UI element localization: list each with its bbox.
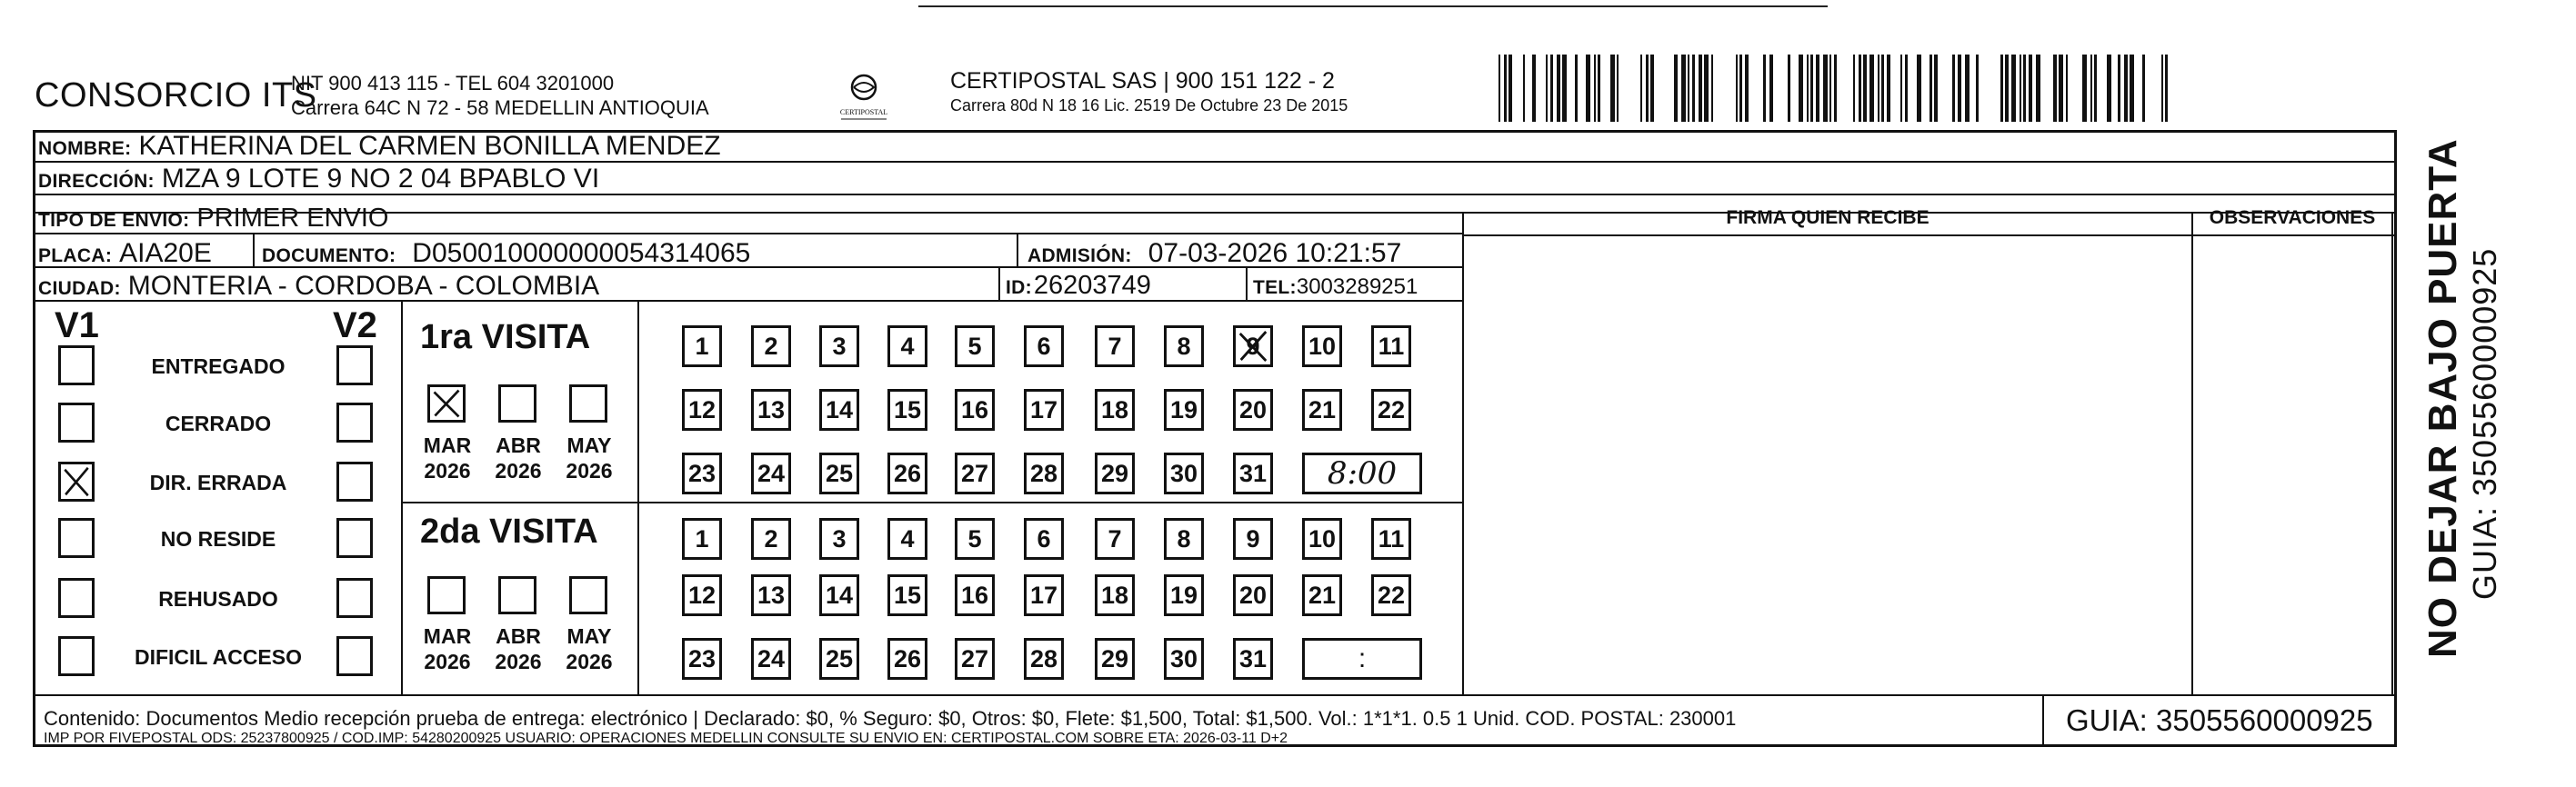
- company-address: Carrera 64C N 72 - 58 MEDELLIN ANTIOQUIA: [291, 96, 709, 119]
- nombre-row: NOMBRE: KATHERINA DEL CARMEN BONILLA MENDEZ: [38, 131, 721, 161]
- v2-checkbox[interactable]: [336, 403, 373, 443]
- tel-value: 3003289251: [1296, 274, 1418, 299]
- month-label: MAY 2026: [566, 624, 613, 673]
- month-label: ABR 2026: [495, 624, 542, 673]
- day-box[interactable]: 6: [1024, 325, 1064, 367]
- day-box[interactable]: 23: [682, 638, 722, 680]
- day-box[interactable]: 21: [1302, 389, 1342, 431]
- status-label: CERRADO: [165, 412, 272, 435]
- divider: [2191, 212, 2193, 694]
- day-box[interactable]: 21: [1302, 574, 1342, 616]
- day-box[interactable]: 16: [955, 389, 995, 431]
- v1-checkbox[interactable]: [58, 518, 95, 558]
- month-checkbox[interactable]: [569, 384, 607, 423]
- v2-checkbox[interactable]: [336, 578, 373, 618]
- day-box[interactable]: 11: [1371, 325, 1411, 367]
- day-box[interactable]: 28: [1024, 453, 1064, 494]
- company-name: CONSORCIO ITS: [35, 76, 317, 115]
- v1-checkbox[interactable]: [58, 462, 95, 502]
- day-box[interactable]: 26: [887, 453, 927, 494]
- side-guia: GUIA: 3505560000925: [2466, 247, 2503, 600]
- logo-text: CERTIPOSTAL: [839, 108, 888, 116]
- day-box[interactable]: 24: [751, 638, 791, 680]
- v2-checkbox[interactable]: [336, 636, 373, 676]
- month-label: MAY 2026: [566, 433, 613, 483]
- day-box[interactable]: 2: [751, 325, 791, 367]
- day-box[interactable]: 5: [955, 518, 995, 560]
- day-box[interactable]: 17: [1024, 574, 1064, 616]
- visit2-title: 2da VISITA: [420, 513, 598, 551]
- divider: [1462, 212, 1464, 694]
- status-label: REHUSADO: [158, 587, 278, 611]
- time-box[interactable]: :: [1302, 638, 1422, 680]
- day-box[interactable]: 25: [819, 453, 859, 494]
- v1-checkbox[interactable]: [58, 403, 95, 443]
- placa-value: AIA20E: [119, 238, 212, 268]
- day-box[interactable]: 24: [751, 453, 791, 494]
- observaciones-header: OBSERVACIONES: [2209, 207, 2376, 228]
- day-box[interactable]: 5: [955, 325, 995, 367]
- divider: [637, 300, 639, 694]
- footer-content: Contenido: Documentos Medio recepción prueba de entrega: electrónico | Declarado: $0, % Seguro: $0, Otros: $0, Flete: $1,500, Total: $1,500. Vol.: 1*1*1. 0.5 1 Unid. COD. POSTAL: 230001: [44, 707, 1737, 730]
- ciudad-value: MONTERIA - CORDOBA - COLOMBIA: [127, 271, 600, 301]
- nombre-value: KATHERINA DEL CARMEN BONILLA MENDEZ: [138, 131, 721, 161]
- month-checkbox[interactable]: [498, 384, 536, 423]
- status-label: DIFICIL ACCESO: [134, 645, 302, 669]
- placa-row: PLACA: AIA20E: [38, 238, 212, 268]
- day-box[interactable]: 1: [682, 325, 722, 367]
- firma-header: FIRMA QUIEN RECIBE: [1726, 207, 1929, 228]
- day-box[interactable]: 29: [1095, 453, 1135, 494]
- day-box[interactable]: 30: [1164, 453, 1204, 494]
- certipostal-name: CERTIPOSTAL SAS | 900 151 122 - 2: [950, 68, 1335, 94]
- day-box[interactable]: 13: [751, 574, 791, 616]
- day-box[interactable]: 26: [887, 638, 927, 680]
- v1-checkbox[interactable]: [58, 345, 95, 385]
- day-box[interactable]: 14: [819, 574, 859, 616]
- day-box[interactable]: 7: [1095, 518, 1135, 560]
- day-box[interactable]: 10: [1302, 518, 1342, 560]
- month-label: MAR 2026: [423, 624, 472, 673]
- time-box[interactable]: 8:00: [1302, 453, 1422, 494]
- day-box[interactable]: 14: [819, 389, 859, 431]
- day-box[interactable]: 17: [1024, 389, 1064, 431]
- day-box[interactable]: 20: [1233, 389, 1273, 431]
- divider: [253, 233, 255, 267]
- day-box[interactable]: 25: [819, 638, 859, 680]
- tel-row: TEL: 3003289251: [1253, 274, 1418, 299]
- certipostal-info: [950, 69, 1348, 118]
- status-label: ENTREGADO: [151, 354, 286, 378]
- footer-print-info: IMP POR FIVEPOSTAL ODS: 25237800925 / COD.IMP: 54280200925 USUARIO: OPERACIONES MEDELLIN CONSULTE SU ENVIO EN: CERTIPOSTAL.COM SOBRE ETA: 2026-03-11 D+2: [44, 731, 1288, 746]
- direccion-value: MZA 9 LOTE 9 NO 2 04 BPABLO VI: [161, 164, 600, 194]
- month-checkbox[interactable]: [569, 576, 607, 614]
- v2-checkbox[interactable]: [336, 345, 373, 385]
- barcode-icon: [1498, 55, 2172, 122]
- v1-title: V1: [55, 305, 99, 345]
- month-checkbox[interactable]: [427, 384, 466, 423]
- day-box[interactable]: 18: [1095, 574, 1135, 616]
- certipostal-address: Carrera 80d N 18 16 Lic. 2519 De Octubre 23 De 2015: [950, 96, 1348, 115]
- day-box[interactable]: 16: [955, 574, 995, 616]
- day-box[interactable]: 31: [1233, 638, 1273, 680]
- day-box[interactable]: 9: [1233, 518, 1273, 560]
- day-box[interactable]: 30: [1164, 638, 1204, 680]
- day-box[interactable]: 9: [1233, 325, 1273, 367]
- day-box[interactable]: 13: [751, 389, 791, 431]
- day-box[interactable]: 6: [1024, 518, 1064, 560]
- day-box[interactable]: 27: [955, 453, 995, 494]
- day-box[interactable]: 20: [1233, 574, 1273, 616]
- day-box[interactable]: 29: [1095, 638, 1135, 680]
- v1-checkbox[interactable]: [58, 636, 95, 676]
- v2-checkbox[interactable]: [336, 518, 373, 558]
- side-warning: NO DEJAR BAJO PUERTA: [2421, 138, 2465, 658]
- day-box[interactable]: 3: [819, 518, 859, 560]
- documento-value: D050010000000054314065: [412, 238, 751, 268]
- day-box[interactable]: 18: [1095, 389, 1135, 431]
- top-rule: [918, 5, 1828, 7]
- day-box[interactable]: 23: [682, 453, 722, 494]
- status-label: NO RESIDE: [160, 527, 276, 551]
- day-box[interactable]: 28: [1024, 638, 1064, 680]
- day-box[interactable]: 4: [887, 325, 927, 367]
- day-box[interactable]: 31: [1233, 453, 1273, 494]
- day-box[interactable]: 19: [1164, 389, 1204, 431]
- tipo-value: PRIMER ENVIO: [196, 204, 389, 233]
- company-info: [291, 71, 709, 120]
- company-nit: NIT 900 413 115 - TEL 604 3201000: [291, 72, 615, 95]
- month-checkbox[interactable]: [498, 576, 536, 614]
- certipostal-logo-icon: [832, 69, 896, 124]
- divider: [401, 300, 403, 694]
- day-box[interactable]: 8: [1164, 325, 1204, 367]
- id-row: ID: 26203749: [1006, 271, 1151, 300]
- ciudad-row: CIUDAD: MONTERIA - CORDOBA - COLOMBIA: [38, 271, 600, 301]
- v2-checkbox[interactable]: [336, 462, 373, 502]
- v1-checkbox[interactable]: [58, 578, 95, 618]
- v2-title: V2: [333, 305, 377, 345]
- divider: [403, 502, 1462, 503]
- status-label: DIR. ERRADA: [149, 471, 287, 494]
- day-box[interactable]: 1: [682, 518, 722, 560]
- id-value: 26203749: [1033, 271, 1151, 300]
- visit1-title: 1ra VISITA: [420, 318, 591, 356]
- day-box[interactable]: 2: [751, 518, 791, 560]
- day-box[interactable]: 15: [887, 389, 927, 431]
- admision-row: ADMISIÓN: 07-03-2026 10:21:57: [1027, 238, 1402, 268]
- month-label: MAR 2026: [423, 433, 472, 483]
- divider: [1464, 234, 2397, 236]
- day-box[interactable]: 12: [682, 389, 722, 431]
- day-box[interactable]: 22: [1371, 389, 1411, 431]
- footer-guia: GUIA: 3505560000925: [2066, 703, 2373, 737]
- day-box[interactable]: 3: [819, 325, 859, 367]
- day-box[interactable]: 19: [1164, 574, 1204, 616]
- day-box[interactable]: 8: [1164, 518, 1204, 560]
- divider: [2391, 212, 2393, 694]
- divider: [998, 266, 1000, 301]
- divider: [1017, 233, 1018, 267]
- direccion-row: DIRECCIÓN: MZA 9 LOTE 9 NO 2 04 BPABLO VI: [38, 164, 600, 194]
- documento-row: DOCUMENTO: D050010000000054314065: [262, 238, 751, 268]
- month-checkbox[interactable]: [427, 576, 466, 614]
- day-box[interactable]: 4: [887, 518, 927, 560]
- day-box[interactable]: 7: [1095, 325, 1135, 367]
- day-box[interactable]: 27: [955, 638, 995, 680]
- day-box[interactable]: 11: [1371, 518, 1411, 560]
- month-label: ABR 2026: [495, 433, 542, 483]
- admision-value: 07-03-2026 10:21:57: [1148, 238, 1402, 268]
- day-box[interactable]: 22: [1371, 574, 1411, 616]
- day-box[interactable]: 10: [1302, 325, 1342, 367]
- day-box[interactable]: 12: [682, 574, 722, 616]
- tipo-row: TIPO DE ENVIO: PRIMER ENVIO: [38, 204, 389, 233]
- divider: [1246, 266, 1248, 301]
- day-box[interactable]: 15: [887, 574, 927, 616]
